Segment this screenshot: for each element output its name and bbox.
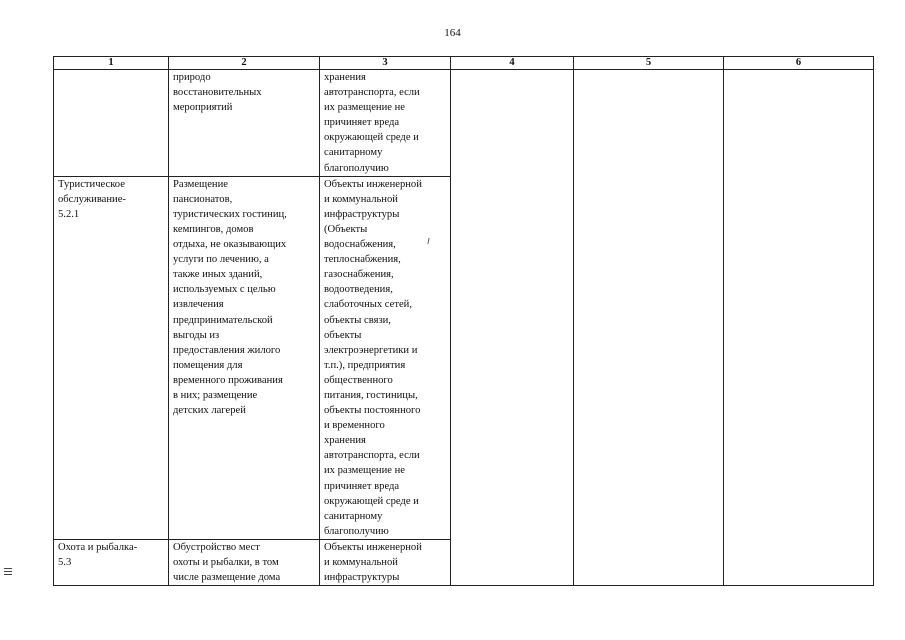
table-row [54, 70, 874, 177]
column-header-1: 1 [54, 57, 169, 70]
margin-mark [4, 568, 12, 577]
cell-column-5-empty [574, 70, 724, 586]
cell-activity-description: Размещение пансионатов, туристических гостиниц, кемпингов, домов отдыха, не оказывающих услуги по лечению, а также иных зданий, используемых с целью извлечения предпринимательской выгоды из предоставления жилого помещения для временного проживания в них; размещение детских лагерей [169, 176, 320, 539]
land-use-table [53, 56, 874, 586]
table-header [54, 57, 874, 70]
column-header-3: 3 [320, 57, 451, 70]
cell-permitted-objects: хранения автотранспорта, если их размещение не причиняет вреда окружающей среде и санитарному благополучию [320, 70, 451, 177]
page-number: 164 [444, 27, 461, 39]
cell-permitted-objects: Объекты инженерной и коммунальной инфраструктуры (Объекты водоснабжения, теплоснабжения, газоснабжения, водоотведения, слаботочных сетей, объекты связи, объекты электроэнергетики и т.п.), предприятия общественного питания, гостиницы, объекты постоянного и временного хранения автотранспорта, если их размещение не причиняет вреда окружающей среде и санитарному благополучию [320, 176, 451, 539]
cell-permitted-objects: Объекты инженерной и коммунальной инфраструктуры [320, 539, 451, 585]
column-header-5: 5 [574, 57, 724, 70]
cell-activity-type [54, 70, 169, 177]
cell-activity-description: Обустройство мест охоты и рыбалки, в том числе размещение дома [169, 539, 320, 585]
column-header-4: 4 [451, 57, 574, 70]
column-header-2: 2 [169, 57, 320, 70]
cell-activity-description: природо восстановительных мероприятий [169, 70, 320, 177]
column-header-6: 6 [724, 57, 874, 70]
cell-column-4-empty [451, 70, 574, 586]
cell-activity-type: Туристическое обслуживание- 5.2.1 [54, 176, 169, 539]
table-body [54, 70, 874, 586]
cell-column-6-empty [724, 70, 874, 586]
cell-activity-type: Охота и рыбалка- 5.3 [54, 539, 169, 585]
